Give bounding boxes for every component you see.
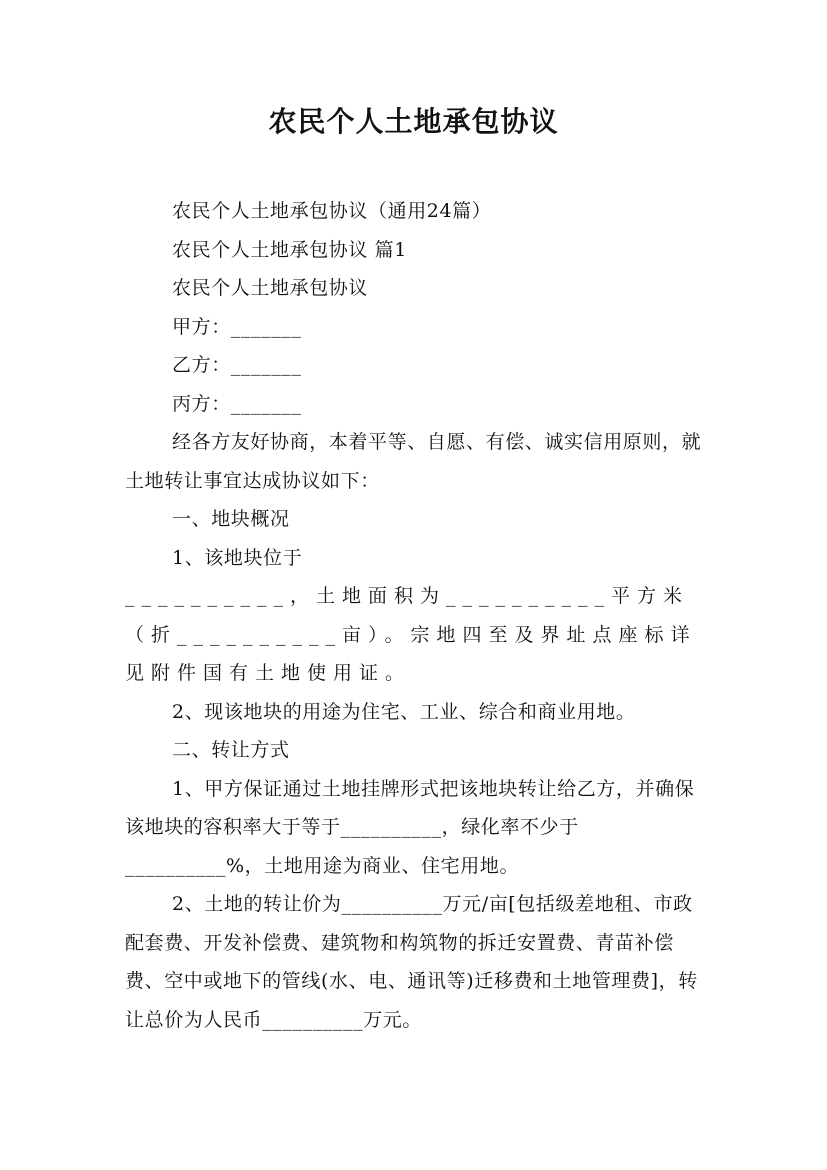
clause-2-land-use: 2、现该地块的用途为住宅、工业、综合和商业用地。	[172, 700, 636, 723]
paragraph-chapter-heading: 农民个人土地承包协议 篇1	[172, 238, 407, 261]
document-title: 农民个人土地承包协议	[268, 105, 559, 138]
paragraph-party-c: 丙方：_______	[172, 392, 302, 415]
clause-transfer-listing: 1、甲方保证通过土地挂牌形式把该地块转让给乙方，并确保该地块的容积率大于等于__________，绿化率不少于__________%，土地用途为商业、住宅用地。	[125, 777, 695, 877]
clause-1-location: 1、该地块位于	[172, 546, 303, 569]
clause-transfer-price: 2、土地的转让价为__________万元/亩[包括级差地租、市政配套费、开发补偿费、建筑物和构筑物的拆迁安置费、青苗补偿费、空中或地下的管线(水、电、通讯等)迁移费和土地管理费]，转让总价为人民币__________万元。	[125, 893, 698, 1031]
paragraph-party-b: 乙方：_______	[172, 354, 302, 376]
paragraph-party-a: 甲方：_______	[172, 315, 302, 338]
document-body	[125, 192, 705, 1039]
section-heading-land-overview: 一、地块概况	[172, 508, 290, 530]
paragraph-preamble: 经各方友好协商，本着平等、自愿、有偿、诚实信用原则，就土地转让事宜达成协议如下：	[125, 431, 702, 492]
paragraph-agreement-name: 农民个人土地承包协议	[172, 277, 369, 299]
section-heading-transfer-method: 二、转让方式	[172, 739, 290, 761]
paragraph-collection-title: 农民个人土地承包协议（通用24篇）	[172, 200, 492, 222]
clause-1-area: __________，土地面积为__________平方米（折__________亩）。宗地四至及界址点座标详见附件国有土地使用证。	[125, 585, 697, 684]
